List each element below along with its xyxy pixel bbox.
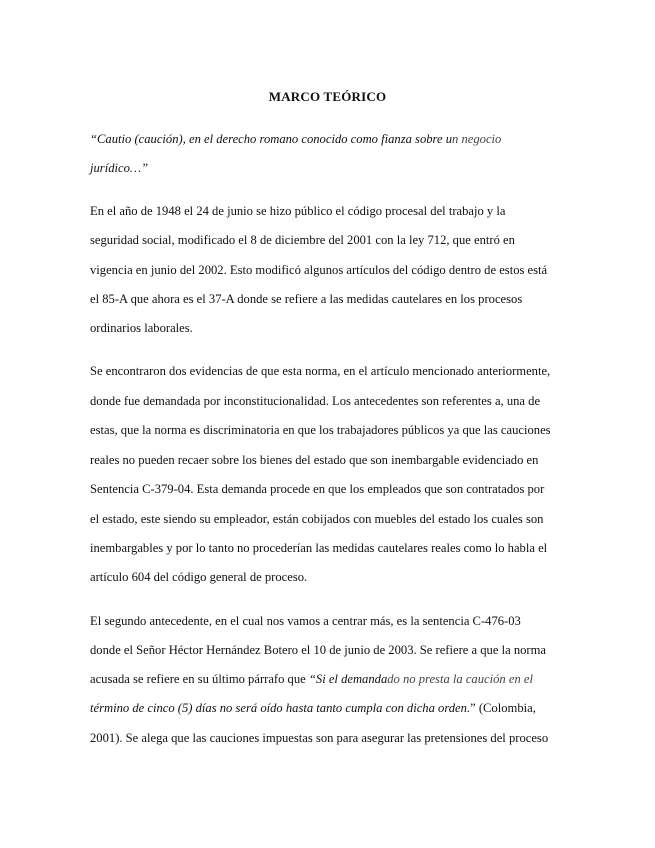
paragraph-text: acusada se refiere en su último párrafo que (90, 672, 309, 686)
quote-line-1 (90, 131, 501, 147)
paragraph-2-line: Se encontraron dos evidencias de que esta norma, en el artículo mencionado anteriormente, (90, 364, 551, 378)
paragraph-3-line: El segundo antecedente, en el cual nos vamos a centrar más, es la sentencia C-476-03 (90, 614, 521, 628)
cited-quote: “Si el demanda (308, 672, 388, 686)
paragraph-2-line: estas, que la norma es discriminatoria en que los trabajadores públicos ya que las cauciones (90, 423, 551, 437)
paragraph-2-line: artículo 604 del código general de proceso. (90, 570, 308, 584)
paragraph-1-line: En el año de 1948 el 24 de junio se hizo público el código procesal del trabajo y la (90, 204, 506, 218)
paragraph-1-line: vigencia en junio del 2002. Esto modificó algunos artículos del código dentro de estos está (90, 263, 548, 277)
quote-text: n negocio (452, 132, 502, 146)
paragraph-2-line: inembargables y por lo tanto no procederían las medidas cautelares reales como lo habla el (90, 541, 548, 555)
page-title: MARCO TEÓRICO (268, 89, 387, 104)
quote-text: “Cautio (caución), en el derecho romano conocido como fianza sobre u (90, 132, 453, 146)
paragraph-2-line: el estado, este siendo su empleador, están cobijados con muebles del estado los cuales son (90, 512, 544, 526)
paragraph-1-line: el 85-A que ahora es el 37-A donde se refiere a las medidas cautelares en los procesos (90, 292, 523, 306)
paragraph-2-line: donde fue demandada por inconstitucionalidad. Los antecedentes son referentes a, una de (90, 394, 541, 408)
paragraph-2-line: reales no pueden recaer sobre los bienes del estado que son inembargable evidenciado en (90, 453, 539, 467)
paragraph-text: ” (Colombia, (470, 701, 536, 715)
cited-quote: do no presta la caución en el (387, 672, 533, 686)
paragraph-2-line: Sentencia C-379-04. Esta demanda procede en que los empleados que son contratados por (90, 482, 545, 496)
paragraph-1-line: ordinarios laborales. (90, 321, 193, 335)
cited-quote: término de cinco (5) días no será oído hasta tanto cumpla con dicha orden. (90, 701, 471, 715)
paragraph-3-line: donde el Señor Héctor Hernández Botero el 10 de junio de 2003. Se refiere a que la norma (90, 643, 547, 657)
paragraph-3-line: 2001). Se alega que las cauciones impuestas son para asegurar las pretensiones del proceso (90, 731, 549, 745)
quote-line-2: jurídico…” (90, 161, 149, 175)
paragraph-3-line (90, 700, 536, 716)
paragraph-3-line (90, 671, 533, 687)
paragraph-1-line: seguridad social, modificado el 8 de diciembre del 2001 con la ley 712, que entró en (90, 233, 515, 247)
